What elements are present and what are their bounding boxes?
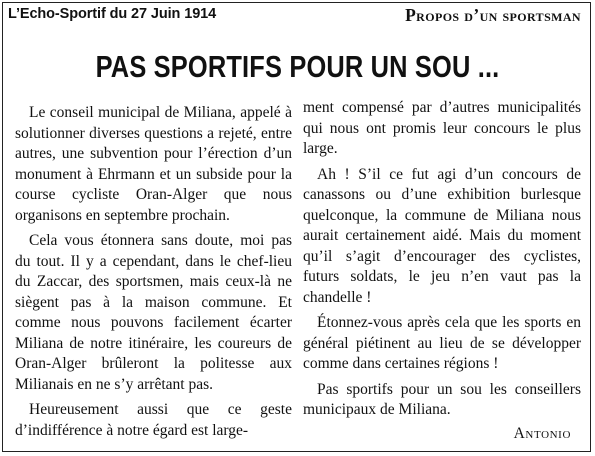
paragraph: Cela vous étonnera sans doute, moi pas du tout. Il y a cependant, dans le chef-lieu du Zaccar, des sportsmen, mais ceux-là ne siègent pas à la maison commune. Et comme nous pouvons facilement écarter Miliana de notre itinéraire, les coureurs de Oran-Alger brûleront la politesse aux Milianais en ne s’y arrêtant pas. bbox=[15, 232, 292, 393]
paragraph: ment compensé par d’autres municipalités qui nous ont promis leur concours le plus large. bbox=[303, 99, 581, 157]
paragraph: Le conseil municipal de Miliana, appelé à solutionner diverses questions a rejeté, entre autres, une subvention pour l’érection d’un monument à Ehrmann et un subside pour la course cycliste Oran-Alger que nous organisons en septembre prochain. bbox=[15, 104, 292, 224]
article-headline: PAS SPORTIFS POUR UN SOU ... bbox=[95, 49, 500, 84]
author-signature: Antonio bbox=[513, 424, 571, 442]
article-column-right bbox=[303, 98, 581, 444]
paragraph: Étonnez-vous après cela que les sports en général piétinent au lieu de se développer comme dans certaines régions ! bbox=[303, 314, 581, 372]
article-column-left bbox=[15, 103, 292, 446]
rubric-title: Propos d’un sportsman bbox=[405, 5, 581, 25]
paragraph: Heureusement aussi que ce geste d’indifférence à notre égard est large- bbox=[15, 401, 292, 439]
paragraph: Pas sportifs pour un sou les conseillers municipaux de Miliana. bbox=[303, 380, 581, 418]
publication-source: L’Echo-Sportif du 27 Juin 1914 bbox=[8, 6, 217, 22]
paragraph: Ah ! S’il ce fut agi d’un concours de canassons ou d’une exhibition burlesque quelconque, la commune de Miliana nous aurait certainement aidé. Mais du moment qu’il s’agit d’encourager des cyclistes, futurs soldats, le jeu n’en vaut pas la chandelle ! bbox=[303, 165, 581, 306]
